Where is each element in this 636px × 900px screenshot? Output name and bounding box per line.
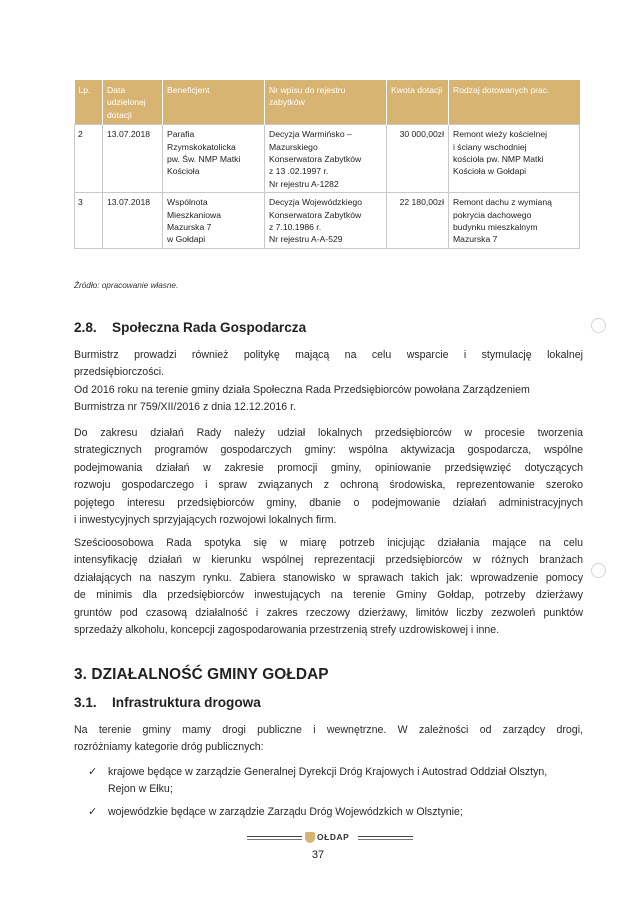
header-registry: Nr wpisu do rejestru zabytków: [265, 80, 387, 125]
cell-line: Kościoła: [167, 166, 200, 177]
punch-hole-icon: [591, 318, 606, 333]
text-line: strategicznych programów gospodarczych gminy: wspólna aktywizacja gospodarcza, wspólne: [74, 444, 583, 457]
cell-beneficiary: [163, 193, 265, 249]
footer-rule-right-thin: [358, 839, 413, 840]
text-line: rozwoju gospodarczego i spraw związanych z ochroną środowiska, reprezentowanie szeroko: [74, 479, 583, 492]
header-amount: Kwota dotacji: [387, 80, 449, 125]
goldap-logo: [305, 830, 357, 844]
text-line: przedsiębiorczości.: [74, 366, 165, 379]
text-line: gruntów pod czasową działalność i zakres rzeczowy dzierżawy, limitów liczby zezwoleń punktów: [74, 606, 583, 619]
cell-line: pokrycia dachowego: [453, 209, 532, 220]
footer-rule-left-thin: [247, 839, 302, 840]
paragraph-3-1-intro: [74, 722, 583, 757]
paragraph-3: [74, 535, 583, 639]
cell-line: Rzymskokatolicka: [167, 141, 236, 152]
cell-line: i ściany wschodniej: [453, 141, 527, 152]
cell-line: z 13 .02.1997 r.: [269, 166, 329, 177]
cell-lp: 2: [75, 125, 103, 193]
cell-date: 13.07.2018: [103, 125, 163, 193]
text-line: działających na naszym rynku. Zabiera stanowisko w sprawach takich jak: wprowadzenie pomocy: [74, 571, 583, 584]
cell-amount: 30 000,00zł: [387, 125, 449, 193]
paragraph-2: [74, 425, 583, 529]
cell-line: Parafia: [167, 129, 195, 140]
page-number: 37: [311, 849, 325, 861]
header-lp: Lp.: [75, 80, 103, 125]
cell-line: Mieszkaniowa: [167, 209, 221, 220]
text-line: Do zakresu działań Rady należy udział lokalnych przedsiębiorców w procesie tworzenia: [74, 427, 583, 439]
cell-line: Nr rejestru A-A-529: [269, 234, 343, 245]
text-line: Od 2016 roku na terenie gminy działa Społeczna Rada Przedsiębiorców powołana Zarządzeniem: [74, 383, 530, 396]
cell-line: Mazurska 7: [167, 222, 212, 233]
cell-line: Nr rejestru A-1282: [269, 178, 339, 189]
cell-registry: [265, 193, 387, 249]
checkmark-icon: ✓: [88, 805, 98, 818]
text-line: intensyfikację działań w kierunku wspólnej reprezentacji przedsiębiorców w różnych branżach: [74, 554, 583, 567]
crest-icon: [305, 832, 315, 843]
cell-works: [449, 125, 580, 193]
footer-rule-left: [247, 836, 302, 837]
cell-line: Kościoła w Gołdapi: [453, 166, 527, 177]
cell-line: Remont wieży kościelnej: [453, 129, 548, 140]
text-line: Burmistrza nr 759/XII/2016 z dnia 12.12.2016 r.: [74, 401, 297, 414]
header-date: Data udzielonej dotacji: [103, 80, 163, 125]
punch-hole-icon: [591, 563, 606, 578]
text-line: Na terenie gminy mamy drogi publiczne i wewnętrzne. W zależności od zarządcy drogi,: [74, 724, 583, 736]
text-line: rozróżniamy kategorie dróg publicznych:: [74, 741, 264, 754]
logo-wordmark: OŁDAP: [317, 832, 350, 842]
chapter-heading-3: 3. DZIAŁALNOŚĆ GMINY GOŁDAP: [74, 666, 329, 683]
text-line: podejmowania działań w zakresie promocji gminy, opiniowanie przedsięwzięć dotyczących: [74, 461, 583, 474]
list-item: [74, 804, 584, 821]
cell-line: Konserwatora Zabytków: [269, 209, 362, 220]
header-beneficiary: Beneficjent: [163, 80, 265, 125]
text-line: i inwestycyjnych sprzyjających rozwojowi lokalnych firm.: [74, 514, 337, 527]
list-item: [74, 764, 584, 799]
section-number: 2.8.: [74, 320, 97, 335]
text-line: de minimis dla przedsiębiorców inwestujących na terenie Gminy Gołdap, potrzeby dzierżawy: [74, 589, 583, 602]
cell-line: Mazurska 7: [453, 234, 498, 245]
table-row: [75, 125, 580, 193]
cell-works: [449, 193, 580, 249]
text-line: Burmistrz prowadzi również politykę mającą na celu wsparcie i stymulację lokalnej: [74, 349, 583, 361]
section-heading-2-8: [74, 320, 306, 335]
cell-line: kościoła pw. NMP Matki: [453, 154, 544, 165]
cell-line: Decyzja Wojewódzkiego: [269, 197, 362, 208]
text-line: wojewódzkie będące w zarządzie Zarządu Dróg Wojewódzkich w Olsztynie;: [108, 805, 463, 818]
cell-line: w Gołdapi: [167, 234, 206, 245]
text-line: Sześcioosobowa Rada spotyka się w miarę potrzeb inicjując działania mające na celu: [74, 537, 583, 549]
section-title: Społeczna Rada Gospodarcza: [112, 320, 307, 335]
header-works: Rodzaj dotowanych prac.: [449, 80, 580, 125]
road-category-list: [74, 764, 584, 826]
cell-line: Mazurskiego: [269, 141, 318, 152]
text-line: sprzedaży alkoholu, koncepcji zagospodarowania przestrzenią strefy uzdrowiskowej i inne.: [74, 624, 500, 637]
cell-line: budynku mieszkalnym: [453, 222, 538, 233]
text-line: krajowe będące w zarządzie Generalnej Dyrekcji Dróg Krajowych i Autostrad Oddział Olsztyn,: [108, 766, 548, 778]
cell-line: Wspólnota: [167, 197, 208, 208]
cell-line: pw. Św. NMP Matki: [167, 154, 241, 165]
cell-line: Decyzja Warmińsko –: [269, 129, 352, 140]
section-title: Infrastruktura drogowa: [112, 695, 261, 710]
footer-rule-right: [358, 836, 413, 837]
table-header-row: [75, 80, 580, 125]
section-heading-3-1: [74, 695, 261, 710]
cell-line: Konserwatora Zabytków: [269, 154, 362, 165]
table-source-note: Źródło: opracowanie własne.: [74, 281, 179, 290]
cell-line: z 7.10.1986 r.: [269, 222, 322, 233]
cell-lp: 3: [75, 193, 103, 249]
checkmark-icon: ✓: [88, 766, 98, 778]
cell-beneficiary: [163, 125, 265, 193]
paragraph-1: [74, 347, 583, 417]
cell-amount: 22 180,00zł: [387, 193, 449, 249]
cell-date: 13.07.2018: [103, 193, 163, 249]
grants-table: [74, 80, 580, 249]
text-line: Rejon w Ełku;: [108, 783, 173, 796]
section-number: 3.1.: [74, 695, 97, 710]
table-row: [75, 193, 580, 249]
cell-registry: [265, 125, 387, 193]
text-line: pojętego interesu przedsiębiorców gminy, dbanie o podejmowanie działań administracyjnych: [74, 496, 583, 509]
cell-line: Remont dachu z wymianą: [453, 197, 552, 208]
